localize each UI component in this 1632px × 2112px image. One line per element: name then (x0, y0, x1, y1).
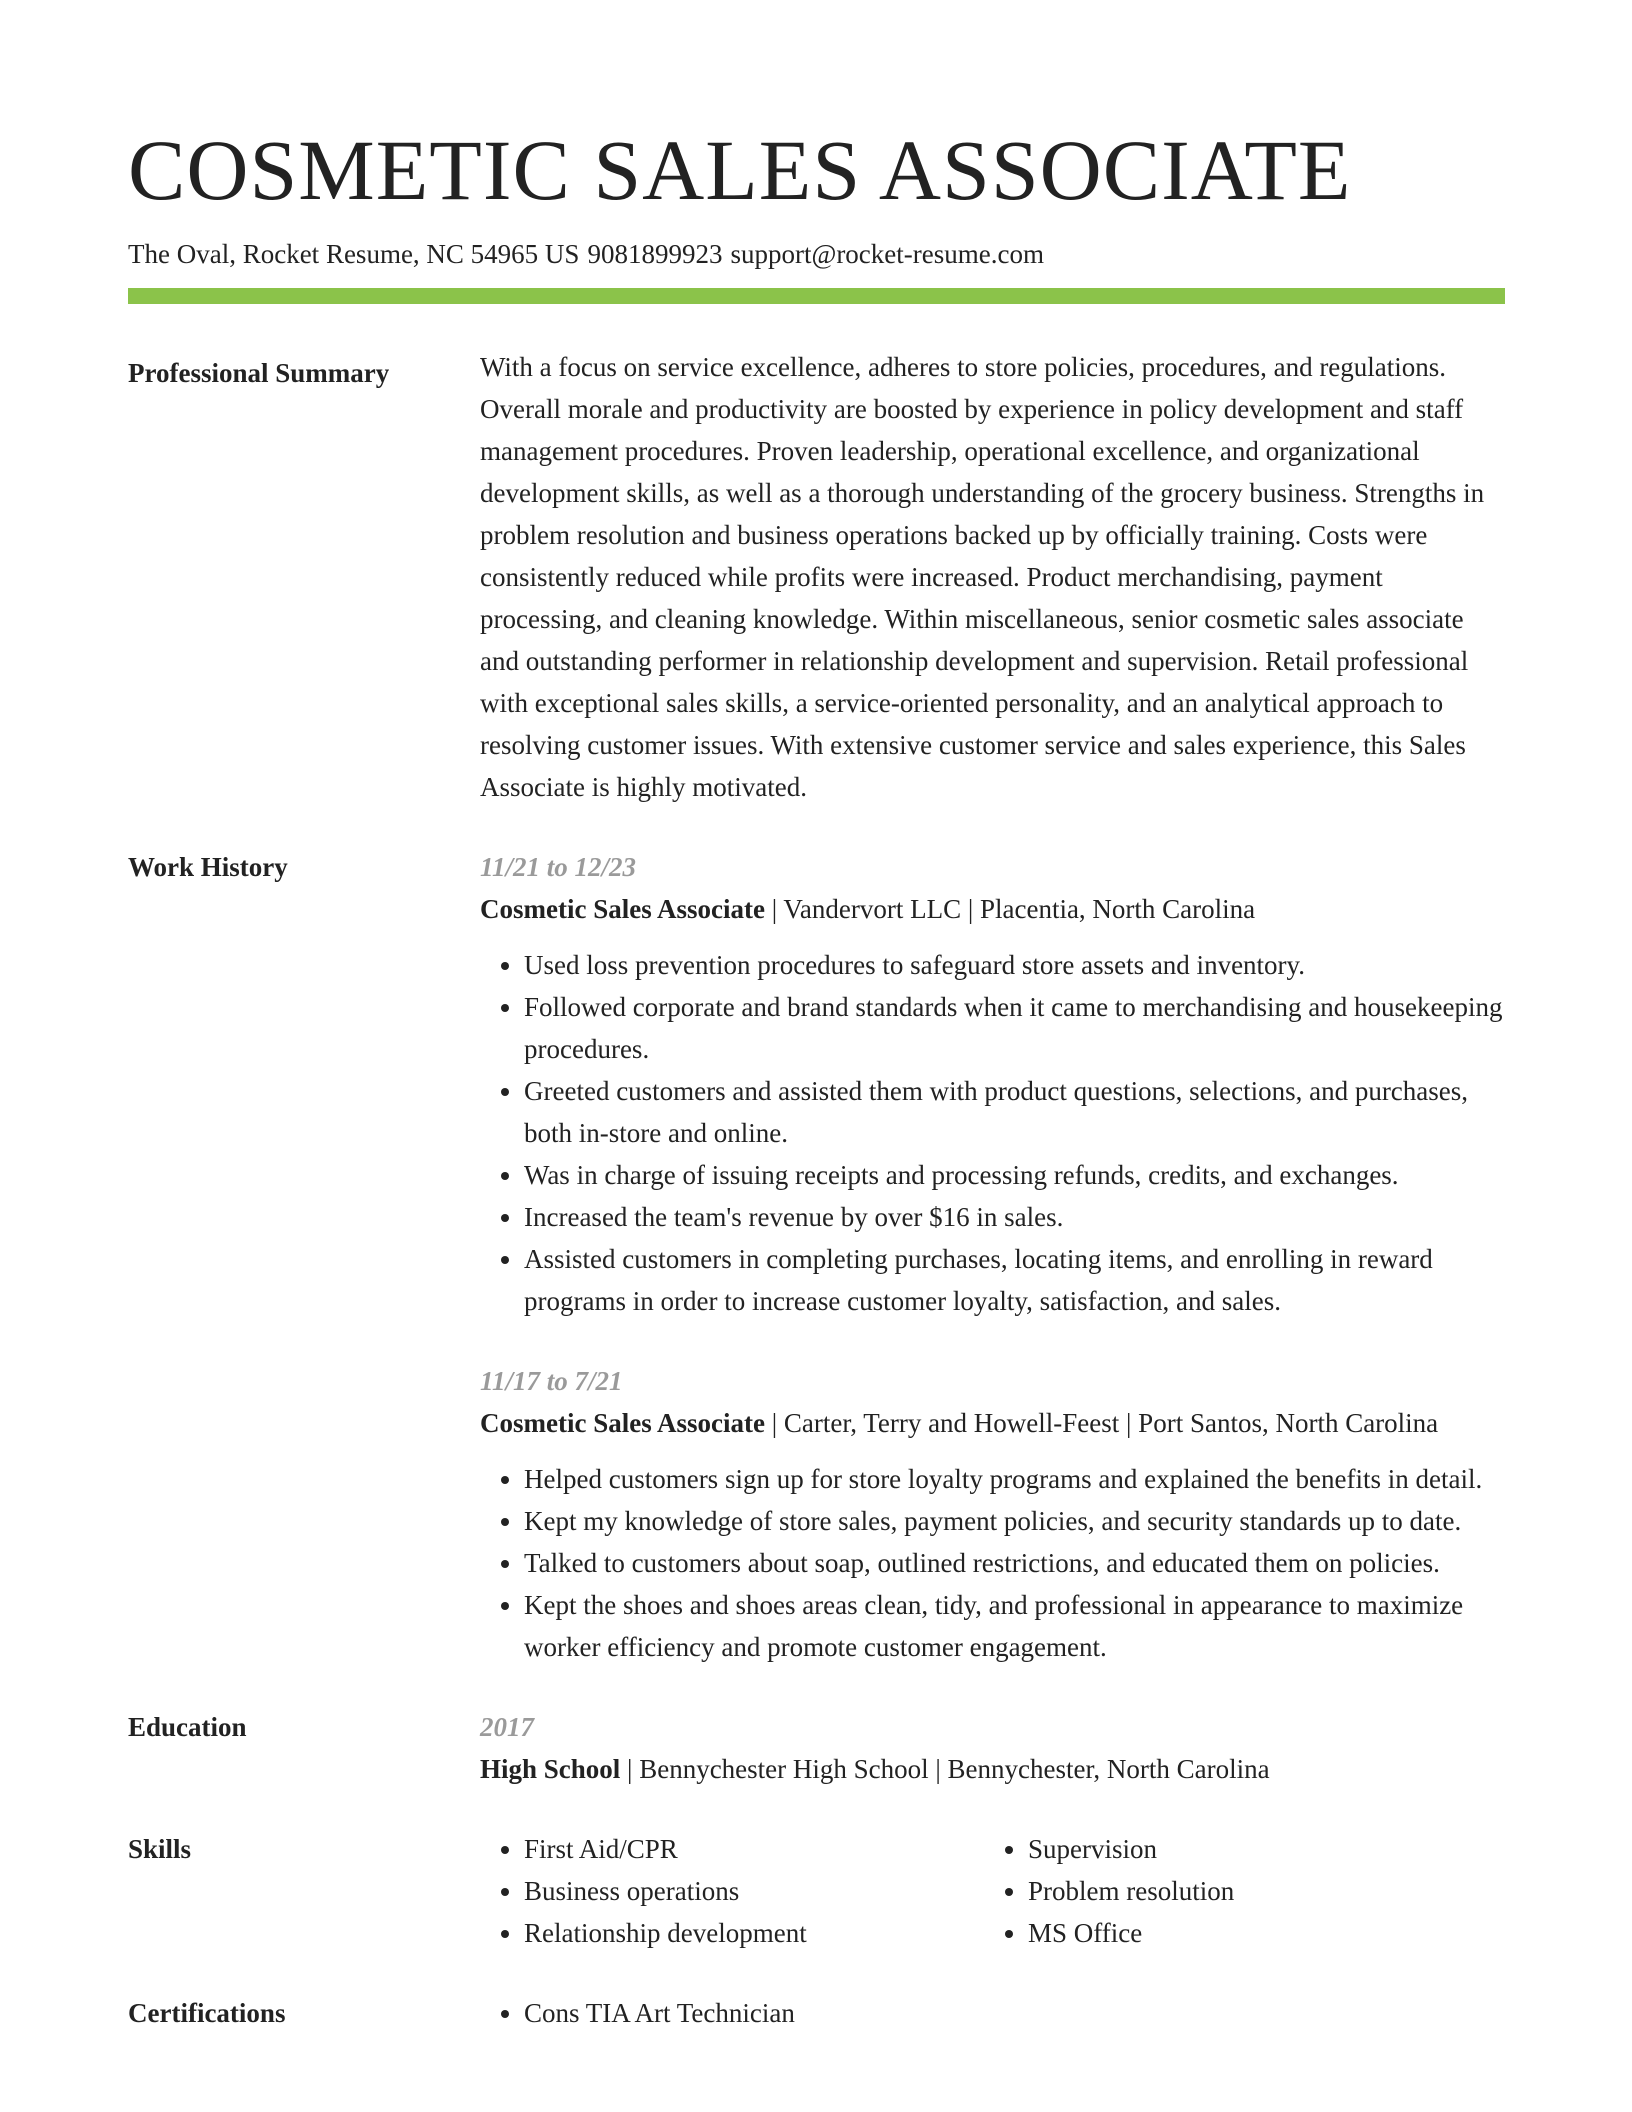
job-bullet: • Used loss prevention procedures to safeguard store assets and inventory. (524, 944, 1505, 986)
job-bullet: • Kept the shoes and shoes areas clean, tidy, and professional in appearance to maximize worker efficiency and promote customer engagement. (524, 1584, 1505, 1668)
summary-heading: Professional Summary (128, 358, 390, 388)
skills-list (480, 1828, 1505, 1954)
job-bullets (480, 1458, 1505, 1668)
contact-phone: 9081899923 (587, 239, 723, 269)
job-bullet: • Assisted customers in completing purchases, locating items, and enrolling in reward programs in order to increase customer loyalty, satisfaction, and sales. (524, 1238, 1505, 1322)
job-bullet: • Increased the team's revenue by over $16 in sales. (524, 1196, 1505, 1238)
work-history-section (128, 846, 1505, 1668)
job-bullet: • Helped customers sign up for store loyalty programs and explained the benefits in detail. (524, 1458, 1505, 1500)
summary-section (128, 352, 1505, 808)
job-bullet: • Talked to customers about soap, outlined restrictions, and educated them on policies. (524, 1542, 1505, 1584)
job-bullets (480, 944, 1505, 1322)
certification-item: • Cons TIA Art Technician (524, 1992, 984, 2034)
skills-heading: Skills (128, 1834, 192, 1864)
education-entry (480, 1748, 1505, 1790)
job-heading (480, 1402, 1505, 1444)
work-history-heading: Work History (128, 852, 288, 882)
education-year: 2017 (480, 1712, 534, 1742)
job-details: | Carter, Terry and Howell-Feest | Port Santos, North Carolina (764, 1408, 1439, 1438)
certifications-column (480, 1992, 984, 2034)
skill-item: • Supervision (1028, 1828, 1488, 1870)
job-dates: 11/17 to 7/21 (480, 1366, 623, 1396)
resume-title: COSMETIC SALES ASSOCIATE (128, 122, 1352, 218)
certifications-section (128, 1992, 1505, 2034)
accent-divider (128, 288, 1505, 304)
resume-page (128, 118, 1505, 2034)
job-dates: 11/21 to 12/23 (480, 852, 637, 882)
contact-address: The Oval, Rocket Resume, NC 54965 US (128, 239, 580, 269)
education-section (128, 1706, 1505, 1790)
job-bullet: • Greeted customers and assisted them with product questions, selections, and purchases, both in-store and online. (524, 1070, 1505, 1154)
education-degree: High School (480, 1754, 621, 1784)
education-heading: Education (128, 1712, 247, 1742)
job-bullet: • Followed corporate and brand standards when it came to merchandising and housekeeping procedures. (524, 986, 1505, 1070)
certifications-heading: Certifications (128, 1998, 286, 2028)
skill-item: • MS Office (1028, 1912, 1488, 1954)
job-details: | Vandervort LLC | Placentia, North Carolina (764, 894, 1256, 924)
education-details: | Bennychester High School | Bennychester, North Carolina (620, 1754, 1270, 1784)
skill-item: • First Aid/CPR (524, 1828, 984, 1870)
skills-column-2 (984, 1828, 1488, 1954)
job-title: Cosmetic Sales Associate (480, 1408, 765, 1438)
skill-item: • Business operations (524, 1870, 984, 1912)
skills-column-1 (480, 1828, 984, 1954)
job-entry (480, 846, 1505, 1322)
job-title: Cosmetic Sales Associate (480, 894, 765, 924)
contact-email: support@rocket-resume.com (730, 239, 1044, 269)
job-bullet: • Was in charge of issuing receipts and processing refunds, credits, and exchanges. (524, 1154, 1505, 1196)
skill-item: • Problem resolution (1028, 1870, 1488, 1912)
summary-text: With a focus on service excellence, adheres to store policies, procedures, and regulations. Overall morale and productivity are boosted by experience in policy development and staff management procedures. Proven leadership, operational excellence, and organizational development skills, as well as a thorough understanding of the grocery business. Strengths in problem resolution and business operations backed up by officially training. Costs were consistently reduced while profits were increased. Product merchandising, payment processing, and cleaning knowledge. Within miscellaneous, senior cosmetic sales associate and outstanding performer in relationship development and supervision. Retail professional with exceptional sales skills, a service-oriented personality, and an analytical approach to resolving customer issues. With extensive customer service and sales experience, this Sales Associate is highly motivated. (480, 352, 1485, 802)
job-heading (480, 888, 1505, 930)
job-bullet: • Kept my knowledge of store sales, payment policies, and security standards up to date. (524, 1500, 1505, 1542)
certifications-list (480, 1992, 1505, 2034)
skills-section (128, 1828, 1505, 1954)
job-entry (480, 1360, 1505, 1668)
contact-line (128, 236, 1505, 272)
skill-item: • Relationship development (524, 1912, 984, 1954)
